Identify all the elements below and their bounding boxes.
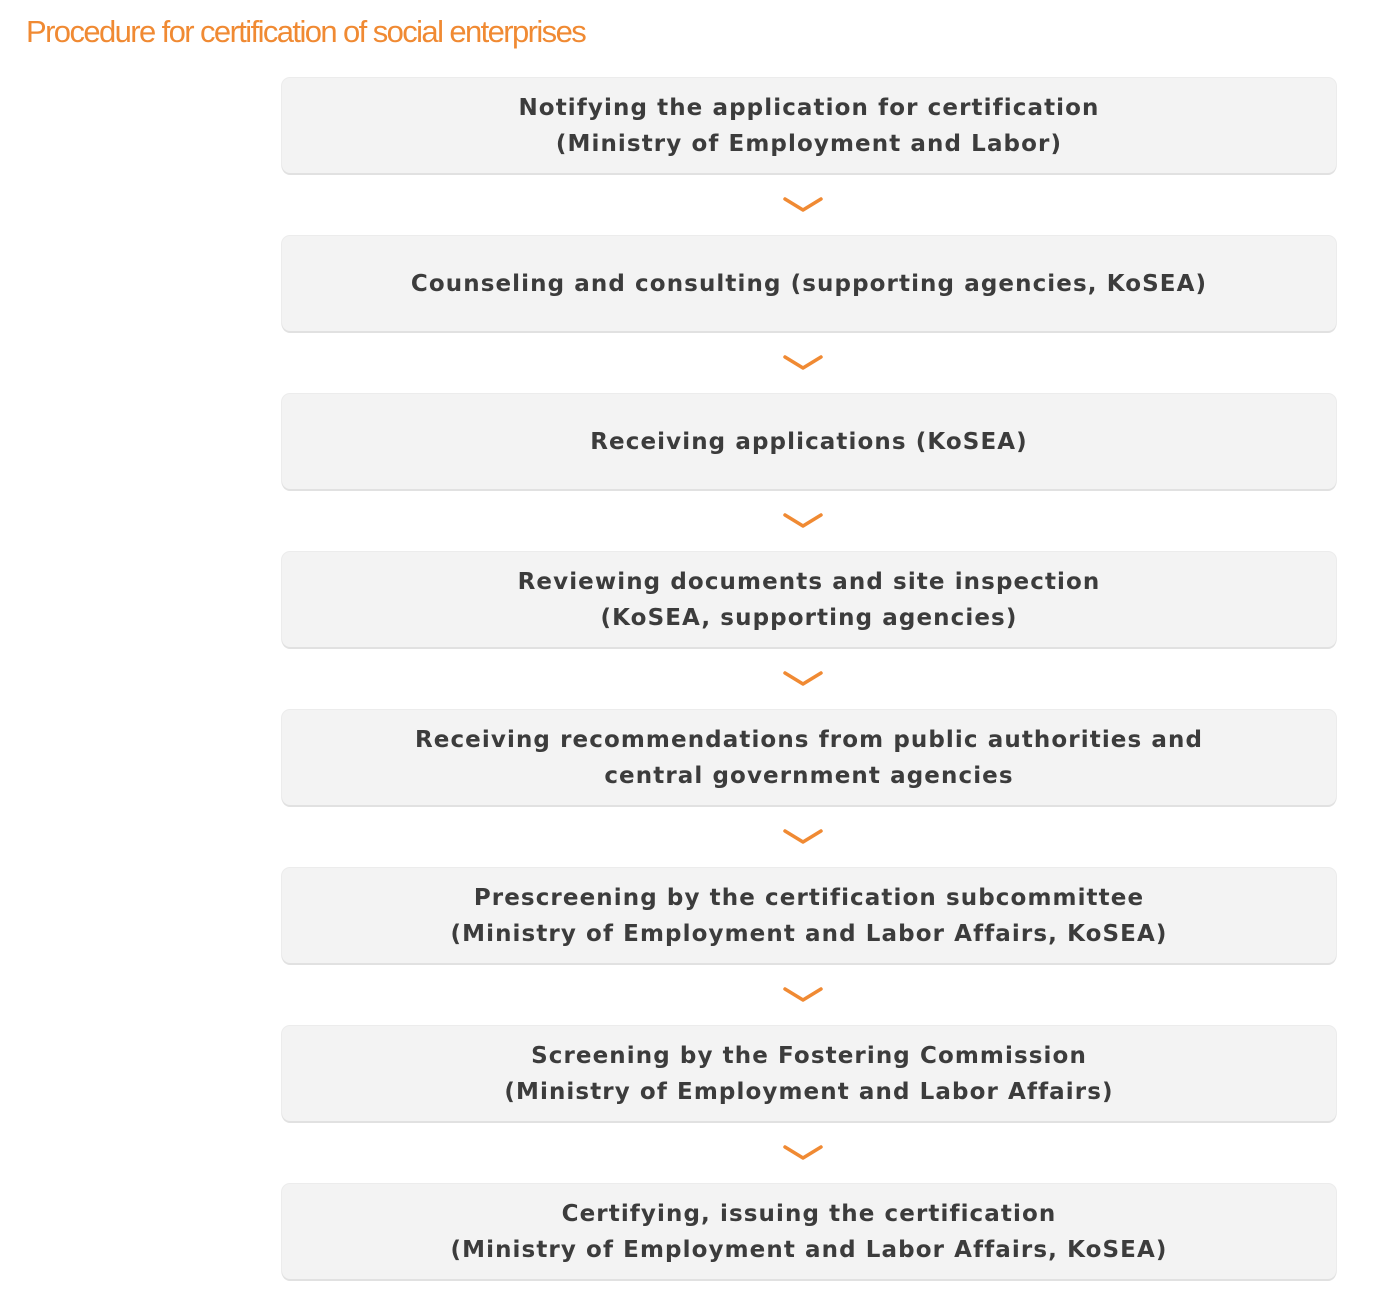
chevron-down-icon <box>783 828 823 846</box>
flow-arrow-3 <box>282 489 1336 552</box>
flow-step-1 <box>282 78 1336 173</box>
chevron-down-icon <box>783 1144 823 1162</box>
flow-step-label: Receiving recommendations from public authorities and central government agencies <box>414 726 1204 789</box>
flow-step-8 <box>282 1184 1336 1279</box>
flow-arrow-6 <box>282 963 1336 1026</box>
flow-step-label: Certifying, issuing the certification (Ministry of Employment and Labor Affairs, KoSEA) <box>450 1200 1168 1263</box>
chevron-down-icon <box>783 986 823 1004</box>
chevron-down-icon <box>783 670 823 688</box>
flow-step-4 <box>282 552 1336 647</box>
flow-step-3 <box>282 394 1336 489</box>
flow-step-7 <box>282 1026 1336 1121</box>
flow-arrow-2 <box>282 331 1336 394</box>
flow-step-label: Screening by the Fostering Commission (Ministry of Employment and Labor Affairs) <box>504 1042 1114 1105</box>
flow-step-label: Receiving applications (KoSEA) <box>590 428 1028 455</box>
flow-arrow-7 <box>282 1121 1336 1184</box>
page-title: Procedure for certification of social enterprises <box>26 14 586 49</box>
flow-arrow-4 <box>282 647 1336 710</box>
chevron-down-icon <box>783 196 823 214</box>
chevron-down-icon <box>783 354 823 372</box>
certification-flow <box>282 78 1336 1279</box>
flow-step-label: Counseling and consulting (supporting agencies, KoSEA) <box>410 270 1208 297</box>
chevron-down-icon <box>783 512 823 530</box>
flow-step-label: Notifying the application for certification (Ministry of Employment and Labor) <box>518 94 1100 157</box>
flow-arrow-1 <box>282 173 1336 236</box>
flow-step-label: Prescreening by the certification subcommittee (Ministry of Employment and Labor Affairs, KoSEA) <box>450 884 1168 947</box>
flow-step-6 <box>282 868 1336 963</box>
flow-step-2 <box>282 236 1336 331</box>
flow-step-5 <box>282 710 1336 805</box>
flow-step-label: Reviewing documents and site inspection (KoSEA, supporting agencies) <box>517 568 1101 631</box>
flow-arrow-5 <box>282 805 1336 868</box>
